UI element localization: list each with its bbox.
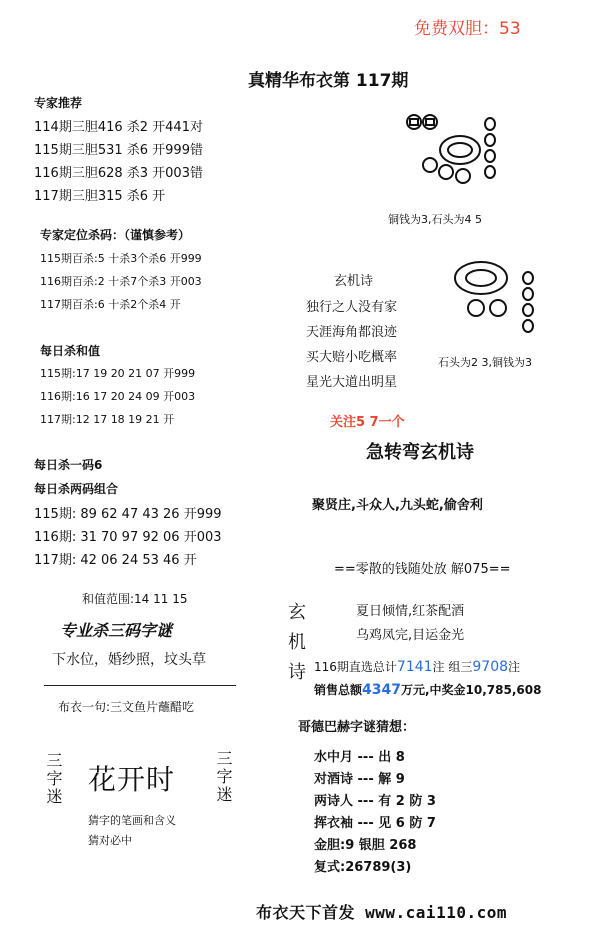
- xuanji-char: 机: [288, 632, 306, 653]
- daily-kill-two-row: 117期: 42 06 24 53 46 开: [34, 553, 197, 568]
- xuanji-line: 夏日倾情,红茶配酒: [356, 604, 465, 619]
- coins-caption-top: 铜钱为3,石头为4 5: [388, 213, 482, 226]
- expert-row: 115期三胆531 杀6 开999错: [34, 143, 203, 158]
- coins-diagram-bottom: [446, 258, 556, 358]
- goethe-heading: 哥德巴赫字谜猜想：: [298, 720, 416, 735]
- scattered-money: ==零散的钱随处放 解075==: [334, 562, 511, 577]
- expert-heading: 专家推荐: [34, 96, 83, 110]
- sales-total-amount: 4347: [362, 682, 401, 698]
- sales-direct-count: 7141: [396, 659, 433, 675]
- sales-mid: 注 组三: [432, 660, 473, 674]
- goethe-row: 挥衣袖 --- 见 6 防 7: [314, 816, 436, 831]
- guess-note: 猜对必中: [88, 834, 132, 847]
- sharp-turn-text: 聚贤庄,斗众人,九头蛇,偷舍利: [312, 498, 483, 513]
- daily-sum-row: 116期:16 17 20 24 09 开003: [40, 390, 196, 403]
- poem-heading: 玄机诗: [334, 274, 374, 289]
- sales-suffix: 注: [508, 660, 521, 674]
- coins-diagram-top: [400, 110, 520, 210]
- daily-sum-row: 115期:17 19 20 21 07 开999: [40, 367, 196, 380]
- goethe-row: 复式:26789(3): [314, 860, 412, 875]
- daily-sum-row: 117期:12 17 18 19 21 开: [40, 413, 175, 426]
- goethe-row: 水中月 --- 出 8: [314, 750, 405, 765]
- riddle-title: 专业杀三码字谜: [60, 621, 173, 640]
- coins-caption-bottom: 石头为2 3,铜钱为3: [438, 356, 532, 369]
- guess-note: 猜字的笔画和含义: [88, 814, 176, 827]
- three-char-right: 三字迷: [214, 750, 233, 804]
- daily-kill-two-row: 116期: 31 70 97 92 06 开003: [34, 530, 222, 545]
- goethe-row: 金胆:9 银胆 268: [314, 838, 417, 853]
- flower-riddle: 花开时: [88, 763, 176, 796]
- focus-note: 关注5 7一个: [330, 415, 405, 430]
- poem-line: 天涯海角都浪迹: [306, 325, 398, 340]
- sharp-turn-title: 急转弯玄机诗: [366, 442, 474, 463]
- expert-row: 116期三胆628 杀3 开003错: [34, 166, 203, 181]
- sales-group-count: 9708: [472, 659, 509, 675]
- riddle-text: 下水位，婚纱照，坟头草: [52, 652, 206, 668]
- sales-total-prefix: 销售总额: [314, 683, 363, 697]
- page-title: 真精华布衣第 117期: [248, 71, 409, 91]
- expert-row: 117期三胆315 杀6 开: [34, 189, 166, 204]
- buyi-sentence: 布衣一句:三文鱼片蘸醋吃: [58, 700, 195, 714]
- sum-range: 和值范围:14 11 15: [82, 592, 188, 606]
- sales-line-2: [314, 681, 541, 698]
- divider: [44, 685, 236, 686]
- poem-line: 独行之人没有家: [306, 300, 398, 315]
- position-kill-heading: 专家定位杀码：（谨慎参考）: [40, 228, 191, 242]
- footer-link[interactable]: 布衣天下首发 www.cai110.com: [256, 903, 507, 922]
- xuanji-char: 诗: [288, 662, 306, 683]
- xuanji-char: 玄: [288, 602, 306, 623]
- poem-line: 买大赔小吃概率: [306, 350, 398, 365]
- goethe-row: 对酒诗 --- 解 9: [314, 772, 405, 787]
- sales-total-suffix: 万元,中奖金10,785,608: [400, 683, 542, 697]
- position-kill-row: 115期百杀:5 十杀3个杀6 开999: [40, 252, 202, 265]
- poem-line: 星光大道出明星: [306, 375, 398, 390]
- daily-kill-one: 每日杀一码6: [34, 458, 103, 472]
- position-kill-row: 117期百杀:6 十杀2个杀4 开: [40, 298, 181, 311]
- three-char-left: 三字迷: [44, 752, 63, 806]
- sales-line-1: [314, 658, 520, 675]
- free-double-banner: 免费双胆：53: [414, 19, 521, 39]
- xuanji-line: 乌鸡凤完,目运金光: [356, 628, 465, 643]
- sales-prefix: 116期直选总计: [314, 660, 397, 674]
- daily-sum-heading: 每日杀和值: [40, 344, 101, 358]
- position-kill-row: 116期百杀:2 十杀7个杀3 开003: [40, 275, 202, 288]
- daily-kill-two-row: 115期: 89 62 47 43 26 开999: [34, 507, 222, 522]
- goethe-row: 两诗人 --- 有 2 防 3: [314, 794, 436, 809]
- daily-kill-two-heading: 每日杀两码组合: [34, 482, 119, 496]
- expert-row: 114期三胆416 杀2 开441对: [34, 120, 203, 135]
